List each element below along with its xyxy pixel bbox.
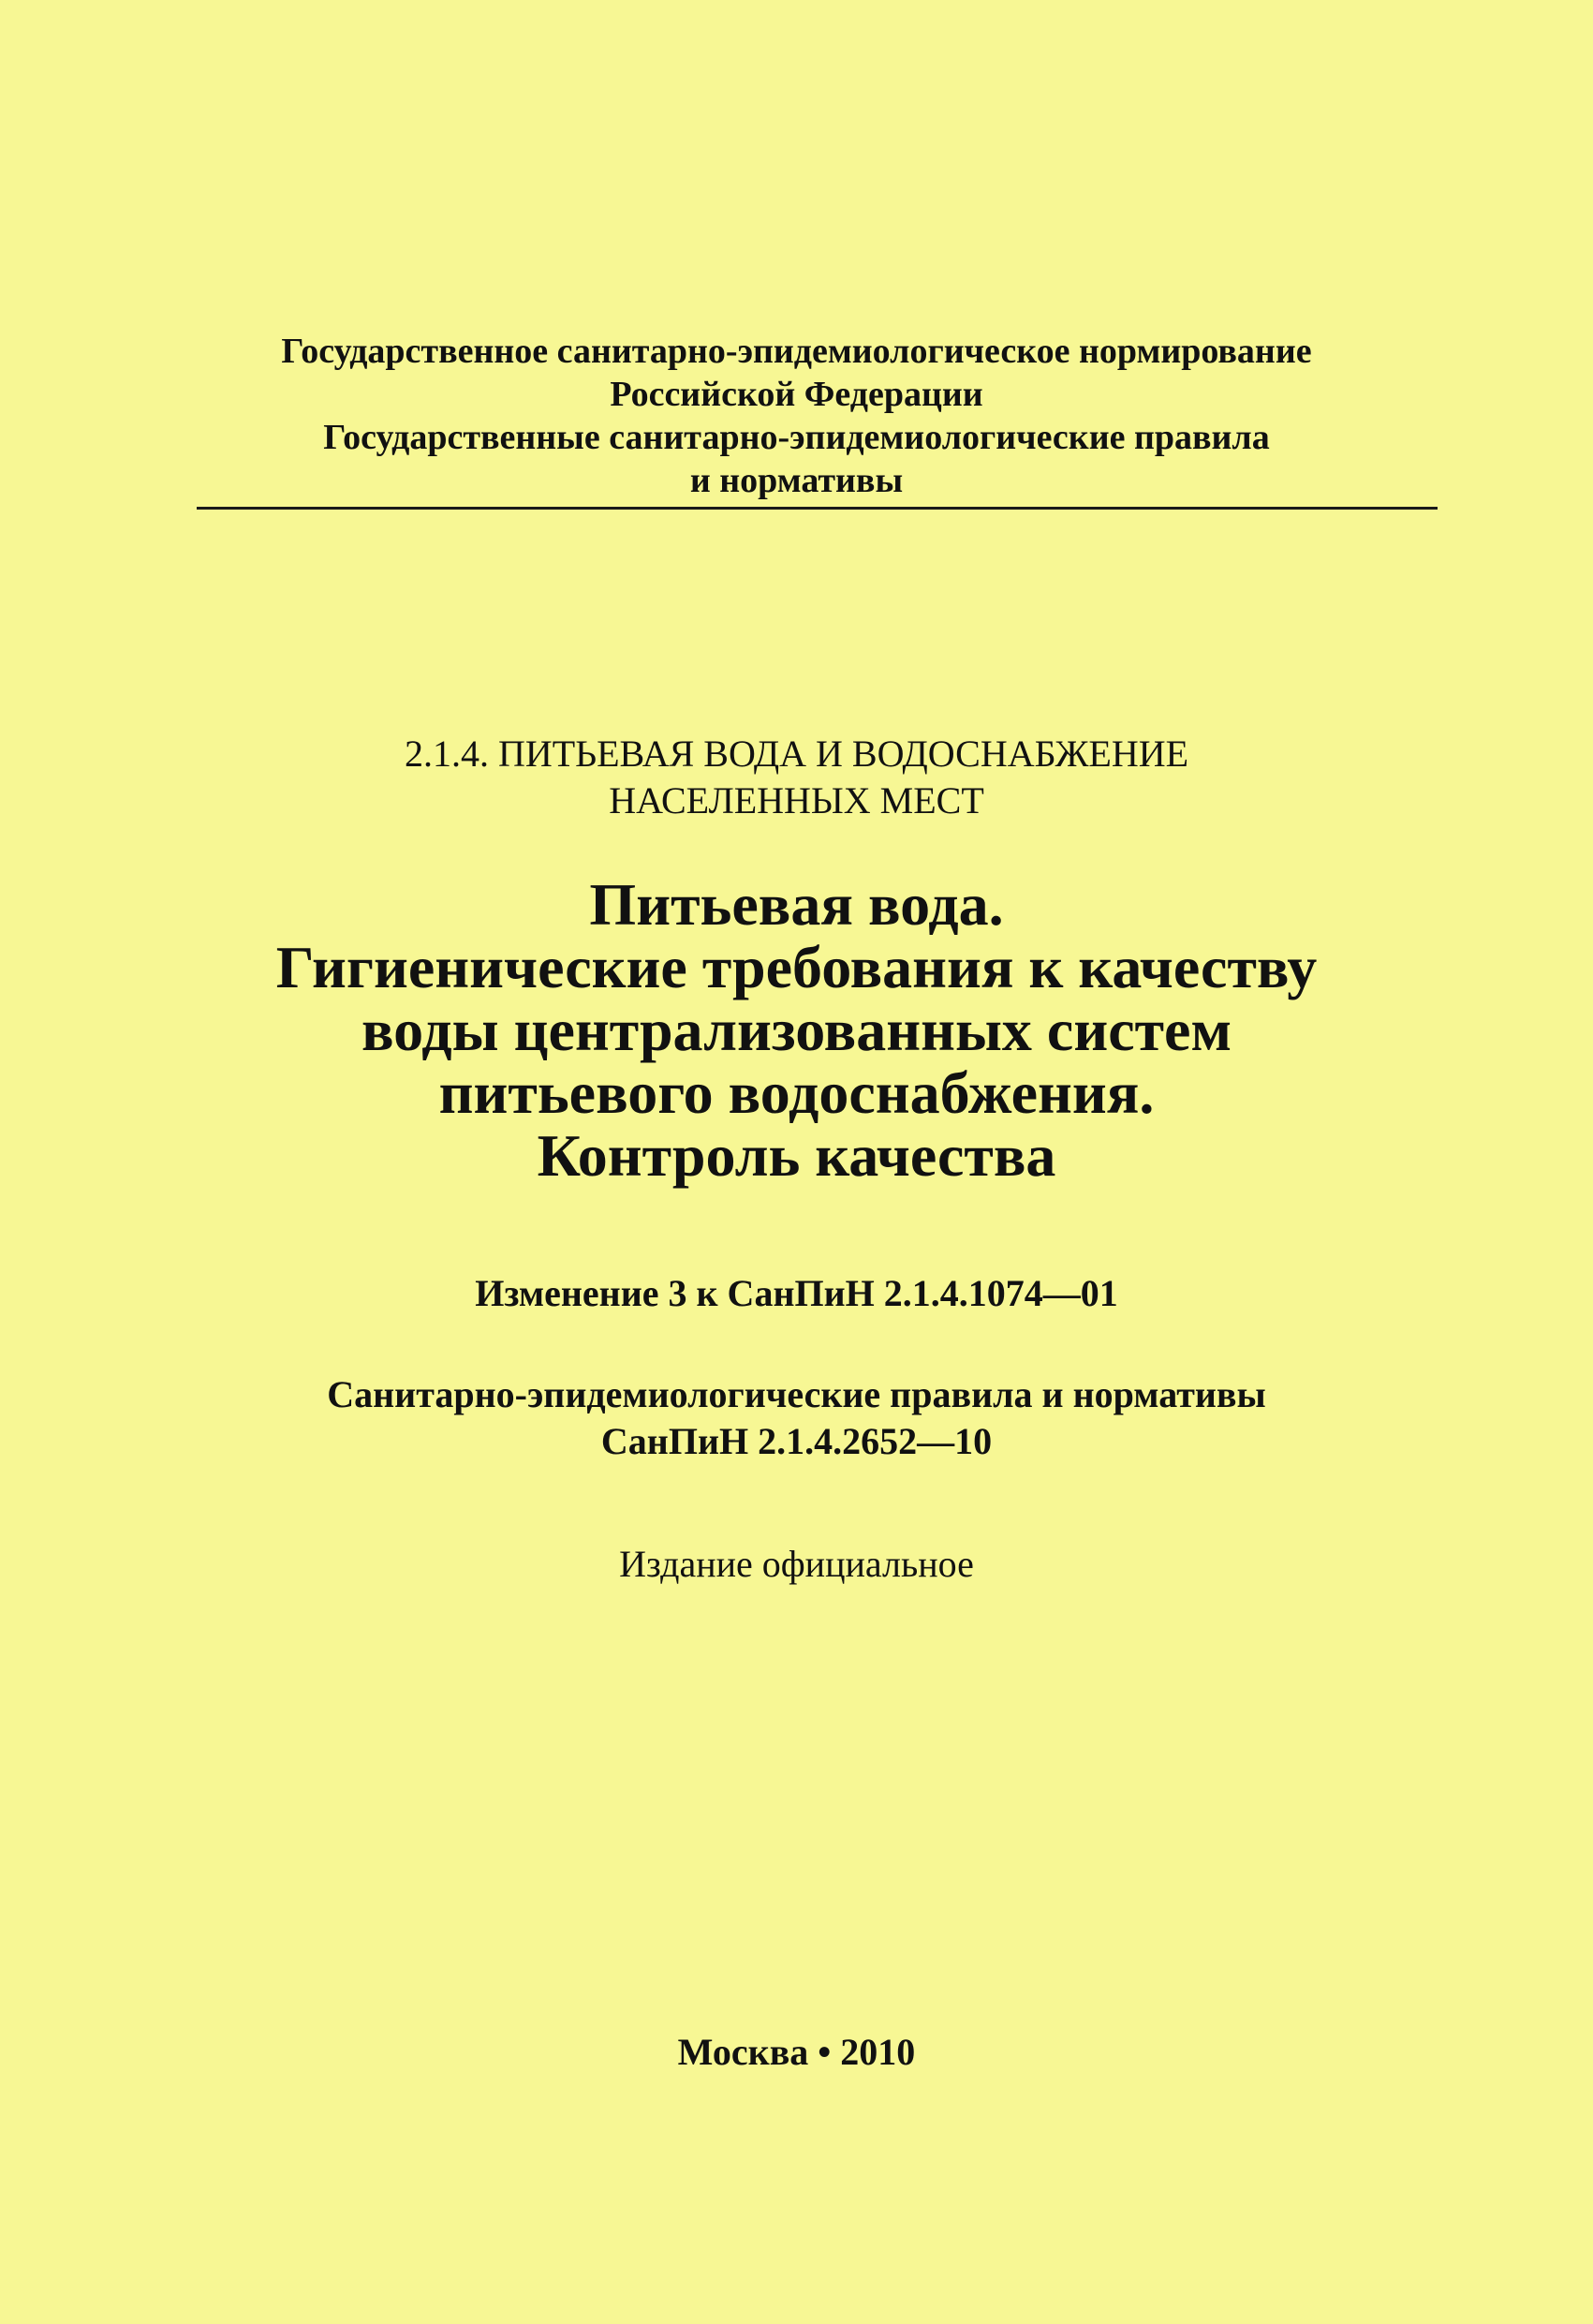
amendment-text: Изменение 3 к СанПиН 2.1.4.1074—01 <box>475 1272 1118 1314</box>
edition-text: Издание официальное <box>619 1543 974 1585</box>
imprint-text: Москва • 2010 <box>677 2031 916 2073</box>
header-divider <box>197 507 1438 510</box>
title-line-2: Гигиенические требования к качеству <box>275 934 1318 1000</box>
document-title <box>0 873 1593 1187</box>
header-line-3: Государственные санитарно-эпидемиологические правила <box>323 418 1270 457</box>
title-line-5: Контроль качества <box>537 1122 1056 1189</box>
rules-line-2: СанПиН 2.1.4.2652—10 <box>600 1420 993 1462</box>
section-line-1: 2.1.4. ПИТЬЕВАЯ ВОДА И ВОДОСНАБЖЕНИЕ <box>404 733 1189 775</box>
title-line-3: воды централизованных систем <box>361 997 1232 1063</box>
publication-imprint <box>0 2029 1593 2076</box>
title-line-1: Питьевая вода. <box>589 871 1004 938</box>
section-heading <box>0 731 1593 824</box>
rules-line-1: Санитарно-эпидемиологические правила и нормативы <box>327 1373 1266 1415</box>
header-line-4: и нормативы <box>689 461 904 500</box>
header-line-2: Российской Федерации <box>610 375 983 414</box>
title-line-4: питьевого водоснабжения. <box>438 1059 1155 1126</box>
rules-designation <box>0 1371 1593 1465</box>
edition-note <box>0 1541 1593 1588</box>
header-line-1: Государственное санитарно-эпидемиологическое нормирование <box>281 332 1312 371</box>
amendment-line <box>0 1270 1593 1317</box>
section-line-2: НАСЕЛЕННЫХ МЕСТ <box>609 779 984 822</box>
issuing-authority-header <box>0 330 1593 502</box>
